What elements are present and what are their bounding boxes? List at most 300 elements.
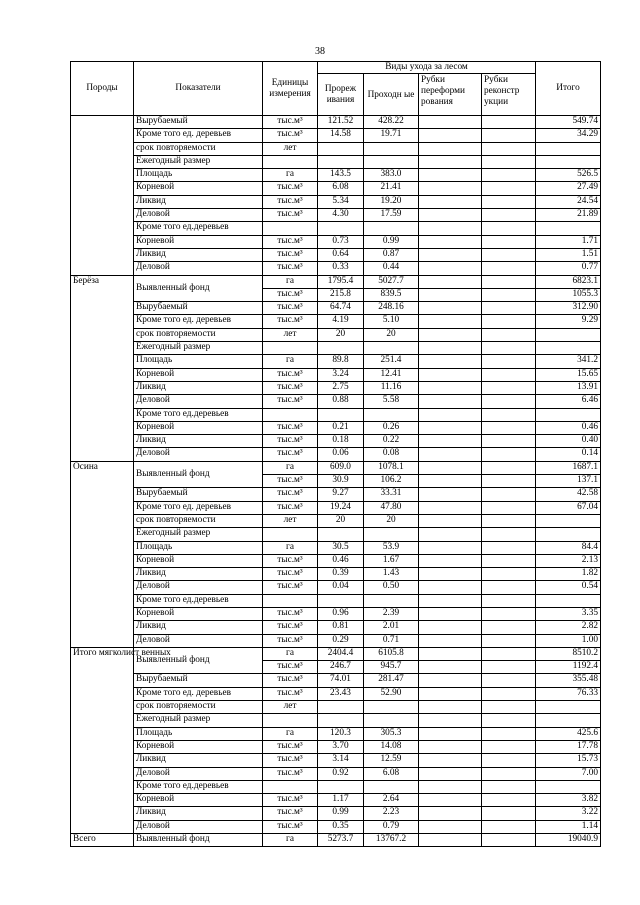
forest-care-table xyxy=(70,61,601,847)
cell-reconstruction xyxy=(482,568,536,581)
cell-reformation xyxy=(419,754,482,767)
cell-total: 13.91 xyxy=(536,381,601,394)
cell-thinning: 0.18 xyxy=(318,435,364,448)
cell-passing xyxy=(364,528,419,541)
cell-total: 1055.3 xyxy=(536,288,601,301)
cell-total: 0.14 xyxy=(536,448,601,461)
table-row xyxy=(71,461,601,474)
indicator-cell: Ликвид xyxy=(134,754,263,767)
cell-passing: 20 xyxy=(364,328,419,341)
table-row xyxy=(71,209,601,222)
cell-reconstruction xyxy=(482,541,536,554)
table-row xyxy=(71,607,601,620)
cell-passing: 5.58 xyxy=(364,395,419,408)
cell-unit: га xyxy=(263,169,318,182)
cell-total: 549.74 xyxy=(536,116,601,129)
indicator-cell: срок повторяемости xyxy=(134,514,263,527)
cell-total: 1687.1 xyxy=(536,461,601,474)
page-number: 38 xyxy=(315,46,325,57)
cell-reconstruction xyxy=(482,328,536,341)
cell-total: 34.29 xyxy=(536,129,601,142)
cell-total: 1.51 xyxy=(536,248,601,261)
table-row xyxy=(71,647,601,660)
cell-thinning: 0.46 xyxy=(318,554,364,567)
cell-unit: тыс.м³ xyxy=(263,421,318,434)
cell-total xyxy=(536,701,601,714)
table-row xyxy=(71,328,601,341)
cell-unit: тыс.м³ xyxy=(263,195,318,208)
table-row xyxy=(71,342,601,355)
indicator-cell: Деловой xyxy=(134,448,263,461)
cell-reformation xyxy=(419,634,482,647)
cell-unit: тыс.м³ xyxy=(263,501,318,514)
cell-thinning: 9.27 xyxy=(318,488,364,501)
cell-reformation xyxy=(419,275,482,288)
cell-unit: лет xyxy=(263,328,318,341)
cell-unit: га xyxy=(263,727,318,740)
cell-thinning xyxy=(318,780,364,793)
cell-reconstruction xyxy=(482,129,536,142)
cell-total: 9.29 xyxy=(536,315,601,328)
cell-reformation xyxy=(419,355,482,368)
indicator-cell: Вырубаемый xyxy=(134,116,263,129)
cell-unit: га xyxy=(263,647,318,660)
cell-unit: тыс.м³ xyxy=(263,621,318,634)
cell-reformation xyxy=(419,714,482,727)
cell-thinning: 0.92 xyxy=(318,767,364,780)
cell-reformation xyxy=(419,647,482,660)
cell-total: 2.13 xyxy=(536,554,601,567)
cell-reformation xyxy=(419,248,482,261)
cell-unit: тыс.м³ xyxy=(263,661,318,674)
indicator-cell: Корневой xyxy=(134,421,263,434)
indicator-cell: Ежегодный размер xyxy=(134,342,263,355)
cell-reformation xyxy=(419,807,482,820)
cell-reconstruction xyxy=(482,155,536,168)
cell-reconstruction xyxy=(482,581,536,594)
cell-thinning: 4.30 xyxy=(318,209,364,222)
indicator-cell: Выявленный фонд xyxy=(134,834,263,847)
cell-thinning: 609.0 xyxy=(318,461,364,474)
cell-reformation xyxy=(419,780,482,793)
cell-total: 0.77 xyxy=(536,262,601,275)
cell-thinning: 30.5 xyxy=(318,541,364,554)
indicator-cell: Ежегодный размер xyxy=(134,155,263,168)
table-row xyxy=(71,182,601,195)
cell-unit: тыс.м³ xyxy=(263,754,318,767)
indicator-cell: Ликвид xyxy=(134,195,263,208)
indicator-cell: Кроме того ед. деревьев xyxy=(134,501,263,514)
cell-total: 84.4 xyxy=(536,541,601,554)
cell-total: 137.1 xyxy=(536,475,601,488)
cell-reconstruction xyxy=(482,381,536,394)
cell-unit: тыс.м³ xyxy=(263,607,318,620)
cell-reformation xyxy=(419,461,482,474)
cell-total xyxy=(536,714,601,727)
table-row xyxy=(71,381,601,394)
cell-reformation xyxy=(419,408,482,421)
cell-reformation xyxy=(419,488,482,501)
indicator-cell: Деловой xyxy=(134,581,263,594)
table-row xyxy=(71,315,601,328)
indicator-cell: Деловой xyxy=(134,395,263,408)
cell-thinning: 246.7 xyxy=(318,661,364,674)
cell-reformation xyxy=(419,727,482,740)
cell-passing: 12.59 xyxy=(364,754,419,767)
cell-reformation xyxy=(419,834,482,847)
cell-passing: 2.23 xyxy=(364,807,419,820)
cell-unit xyxy=(263,528,318,541)
table-row xyxy=(71,820,601,833)
indicator-cell: срок повторяемости xyxy=(134,142,263,155)
table-row xyxy=(71,408,601,421)
species-cell: Всего xyxy=(71,834,134,847)
indicator-cell: Ликвид xyxy=(134,248,263,261)
cell-total: 3.82 xyxy=(536,794,601,807)
cell-passing: 1.43 xyxy=(364,568,419,581)
cell-unit xyxy=(263,222,318,235)
cell-unit: тыс.м³ xyxy=(263,740,318,753)
cell-reformation xyxy=(419,594,482,607)
cell-passing: 0.26 xyxy=(364,421,419,434)
cell-passing: 248.16 xyxy=(364,302,419,315)
cell-passing: 14.08 xyxy=(364,740,419,753)
cell-total: 27.49 xyxy=(536,182,601,195)
header-units: Единицы измерения xyxy=(263,62,318,116)
cell-total xyxy=(536,155,601,168)
table-row xyxy=(71,248,601,261)
cell-reconstruction xyxy=(482,302,536,315)
cell-reconstruction xyxy=(482,634,536,647)
cell-reconstruction xyxy=(482,355,536,368)
cell-reconstruction xyxy=(482,222,536,235)
cell-thinning: 0.99 xyxy=(318,807,364,820)
cell-total: 15.65 xyxy=(536,368,601,381)
cell-thinning: 6.08 xyxy=(318,182,364,195)
cell-total: 341.2 xyxy=(536,355,601,368)
table-row xyxy=(71,155,601,168)
cell-passing: 5.10 xyxy=(364,315,419,328)
cell-thinning: 0.96 xyxy=(318,607,364,620)
cell-reformation xyxy=(419,568,482,581)
indicator-cell: Кроме того ед. деревьев xyxy=(134,129,263,142)
cell-passing: 52.90 xyxy=(364,687,419,700)
cell-reconstruction xyxy=(482,714,536,727)
cell-passing xyxy=(364,701,419,714)
cell-unit: тыс.м³ xyxy=(263,568,318,581)
cell-total: 42.58 xyxy=(536,488,601,501)
cell-passing xyxy=(364,714,419,727)
cell-unit xyxy=(263,714,318,727)
cell-passing xyxy=(364,594,419,607)
table-row xyxy=(71,714,601,727)
table-row xyxy=(71,594,601,607)
cell-total: 425.6 xyxy=(536,727,601,740)
cell-total: 1.00 xyxy=(536,634,601,647)
cell-unit: тыс.м³ xyxy=(263,475,318,488)
cell-reconstruction xyxy=(482,621,536,634)
cell-thinning: 0.33 xyxy=(318,262,364,275)
cell-unit: тыс.м³ xyxy=(263,488,318,501)
indicator-cell: Деловой xyxy=(134,767,263,780)
cell-passing: 6.08 xyxy=(364,767,419,780)
cell-total: 3.35 xyxy=(536,607,601,620)
cell-reconstruction xyxy=(482,475,536,488)
table-row xyxy=(71,794,601,807)
cell-passing: 0.79 xyxy=(364,820,419,833)
cell-passing: 106.2 xyxy=(364,475,419,488)
table-row xyxy=(71,302,601,315)
cell-reformation xyxy=(419,195,482,208)
indicator-cell: Вырубаемый xyxy=(134,674,263,687)
cell-thinning: 89.8 xyxy=(318,355,364,368)
cell-unit: тыс.м³ xyxy=(263,395,318,408)
cell-reconstruction xyxy=(482,342,536,355)
cell-passing: 945.7 xyxy=(364,661,419,674)
indicator-cell: Ликвид xyxy=(134,807,263,820)
cell-reconstruction xyxy=(482,209,536,222)
cell-reconstruction xyxy=(482,288,536,301)
cell-passing: 2.01 xyxy=(364,621,419,634)
cell-total: 24.54 xyxy=(536,195,601,208)
cell-total xyxy=(536,408,601,421)
cell-reconstruction xyxy=(482,368,536,381)
cell-reformation xyxy=(419,421,482,434)
cell-thinning: 120.3 xyxy=(318,727,364,740)
cell-reconstruction xyxy=(482,169,536,182)
cell-unit xyxy=(263,780,318,793)
cell-total: 312.90 xyxy=(536,302,601,315)
cell-unit: га xyxy=(263,461,318,474)
cell-reformation xyxy=(419,661,482,674)
indicator-cell: Вырубаемый xyxy=(134,302,263,315)
cell-reformation xyxy=(419,501,482,514)
cell-reformation xyxy=(419,740,482,753)
indicator-cell: Кроме того ед. деревьев xyxy=(134,687,263,700)
cell-total: 2.82 xyxy=(536,621,601,634)
table-row xyxy=(71,355,601,368)
cell-passing: 251.4 xyxy=(364,355,419,368)
cell-reconstruction xyxy=(482,661,536,674)
table-row xyxy=(71,767,601,780)
cell-reformation xyxy=(419,820,482,833)
cell-total: 7.00 xyxy=(536,767,601,780)
cell-unit: тыс.м³ xyxy=(263,262,318,275)
cell-thinning: 20 xyxy=(318,328,364,341)
cell-thinning xyxy=(318,408,364,421)
table-row xyxy=(71,129,601,142)
cell-unit: тыс.м³ xyxy=(263,794,318,807)
cell-thinning: 0.29 xyxy=(318,634,364,647)
cell-thinning: 0.06 xyxy=(318,448,364,461)
cell-reconstruction xyxy=(482,820,536,833)
cell-unit: тыс.м³ xyxy=(263,448,318,461)
cell-reconstruction xyxy=(482,435,536,448)
table-row xyxy=(71,674,601,687)
indicator-cell: Корневой xyxy=(134,182,263,195)
cell-thinning: 143.5 xyxy=(318,169,364,182)
cell-reformation xyxy=(419,155,482,168)
cell-unit: тыс.м³ xyxy=(263,807,318,820)
table-row xyxy=(71,169,601,182)
cell-thinning: 5.34 xyxy=(318,195,364,208)
species-cell: Берёза xyxy=(71,275,134,461)
cell-total xyxy=(536,594,601,607)
cell-passing: 1078.1 xyxy=(364,461,419,474)
cell-reformation xyxy=(419,701,482,714)
cell-reformation xyxy=(419,554,482,567)
cell-reconstruction xyxy=(482,421,536,434)
table-row xyxy=(71,421,601,434)
cell-reformation xyxy=(419,435,482,448)
cell-thinning: 30.9 xyxy=(318,475,364,488)
cell-reformation xyxy=(419,381,482,394)
cell-reconstruction xyxy=(482,647,536,660)
table-row xyxy=(71,834,601,847)
cell-thinning: 3.24 xyxy=(318,368,364,381)
cell-reformation xyxy=(419,116,482,129)
cell-thinning: 14.58 xyxy=(318,129,364,142)
cell-unit xyxy=(263,155,318,168)
table-row xyxy=(71,275,601,288)
cell-passing: 5027.7 xyxy=(364,275,419,288)
cell-total xyxy=(536,142,601,155)
cell-reformation xyxy=(419,262,482,275)
header-thinning: Прореж ивания xyxy=(318,74,364,116)
cell-unit: тыс.м³ xyxy=(263,248,318,261)
cell-reconstruction xyxy=(482,501,536,514)
cell-unit: тыс.м³ xyxy=(263,634,318,647)
cell-reformation xyxy=(419,182,482,195)
cell-unit: тыс.м³ xyxy=(263,554,318,567)
cell-passing: 0.99 xyxy=(364,235,419,248)
cell-thinning xyxy=(318,528,364,541)
indicator-cell: Деловой xyxy=(134,209,263,222)
cell-total xyxy=(536,514,601,527)
table-row xyxy=(71,780,601,793)
table-row xyxy=(71,116,601,129)
table-row xyxy=(71,621,601,634)
cell-thinning: 1795.4 xyxy=(318,275,364,288)
cell-reformation xyxy=(419,302,482,315)
table-row xyxy=(71,514,601,527)
cell-total: 1.71 xyxy=(536,235,601,248)
cell-thinning: 2.75 xyxy=(318,381,364,394)
cell-reconstruction xyxy=(482,408,536,421)
indicator-cell: срок повторяемости xyxy=(134,328,263,341)
cell-reconstruction xyxy=(482,780,536,793)
cell-reconstruction xyxy=(482,528,536,541)
cell-passing xyxy=(364,222,419,235)
cell-reformation xyxy=(419,315,482,328)
cell-unit xyxy=(263,594,318,607)
indicator-cell: Выявленный фонд xyxy=(134,461,263,488)
table-row xyxy=(71,262,601,275)
cell-passing xyxy=(364,142,419,155)
cell-reformation xyxy=(419,607,482,620)
indicator-cell: Корневой xyxy=(134,554,263,567)
cell-reformation xyxy=(419,169,482,182)
cell-reconstruction xyxy=(482,674,536,687)
cell-unit: тыс.м³ xyxy=(263,129,318,142)
table-row xyxy=(71,448,601,461)
cell-unit: тыс.м³ xyxy=(263,687,318,700)
cell-thinning xyxy=(318,714,364,727)
cell-passing: 1.67 xyxy=(364,554,419,567)
indicator-cell: Кроме того ед.деревьев xyxy=(134,222,263,235)
cell-thinning: 0.04 xyxy=(318,581,364,594)
cell-reformation xyxy=(419,209,482,222)
table-row xyxy=(71,435,601,448)
cell-unit: га xyxy=(263,355,318,368)
cell-passing: 19.20 xyxy=(364,195,419,208)
cell-thinning xyxy=(318,701,364,714)
cell-passing: 839.5 xyxy=(364,288,419,301)
table-row xyxy=(71,581,601,594)
table-row xyxy=(71,807,601,820)
table-row xyxy=(71,701,601,714)
cell-unit: га xyxy=(263,541,318,554)
cell-thinning: 4.19 xyxy=(318,315,364,328)
cell-reconstruction xyxy=(482,794,536,807)
cell-reconstruction xyxy=(482,262,536,275)
indicator-cell: срок повторяемости xyxy=(134,701,263,714)
cell-reformation xyxy=(419,142,482,155)
cell-thinning xyxy=(318,155,364,168)
cell-thinning: 20 xyxy=(318,514,364,527)
cell-reformation xyxy=(419,541,482,554)
indicator-cell: Площадь xyxy=(134,541,263,554)
indicator-cell: Ежегодный размер xyxy=(134,714,263,727)
cell-reformation xyxy=(419,621,482,634)
cell-reconstruction xyxy=(482,834,536,847)
cell-thinning: 23.43 xyxy=(318,687,364,700)
cell-reconstruction xyxy=(482,275,536,288)
cell-thinning: 3.14 xyxy=(318,754,364,767)
cell-thinning: 0.35 xyxy=(318,820,364,833)
cell-total: 0.46 xyxy=(536,421,601,434)
cell-thinning: 215.8 xyxy=(318,288,364,301)
cell-total: 1192.4 xyxy=(536,661,601,674)
cell-unit xyxy=(263,342,318,355)
cell-reconstruction xyxy=(482,514,536,527)
indicator-cell: Ликвид xyxy=(134,621,263,634)
cell-reconstruction xyxy=(482,448,536,461)
cell-thinning: 0.88 xyxy=(318,395,364,408)
cell-unit: лет xyxy=(263,142,318,155)
table-row xyxy=(71,634,601,647)
species-cell: Осина xyxy=(71,461,134,647)
cell-thinning: 0.21 xyxy=(318,421,364,434)
cell-unit: тыс.м³ xyxy=(263,302,318,315)
header-total: Итого xyxy=(536,62,601,116)
cell-unit: тыс.м³ xyxy=(263,435,318,448)
cell-thinning: 5273.7 xyxy=(318,834,364,847)
cell-thinning: 64.74 xyxy=(318,302,364,315)
cell-unit: тыс.м³ xyxy=(263,315,318,328)
cell-passing: 2.64 xyxy=(364,794,419,807)
cell-reformation xyxy=(419,342,482,355)
cell-reconstruction xyxy=(482,461,536,474)
cell-reformation xyxy=(419,235,482,248)
cell-thinning: 74.01 xyxy=(318,674,364,687)
cell-passing: 0.50 xyxy=(364,581,419,594)
indicator-cell: Корневой xyxy=(134,607,263,620)
cell-passing: 281.47 xyxy=(364,674,419,687)
table-row xyxy=(71,554,601,567)
cell-unit: тыс.м³ xyxy=(263,288,318,301)
cell-thinning: 0.64 xyxy=(318,248,364,261)
